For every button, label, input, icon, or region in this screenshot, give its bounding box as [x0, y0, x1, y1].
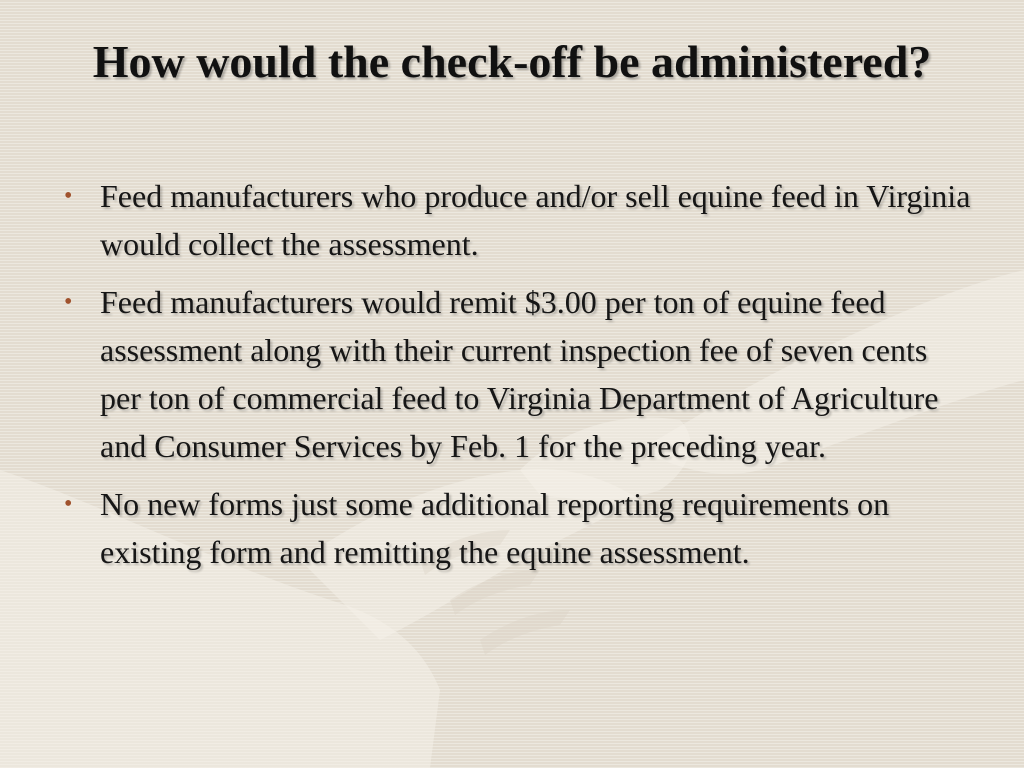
- bullet-item-forms: [62, 480, 972, 576]
- bullet-icon: •: [64, 491, 73, 517]
- bullet-item-remit: [62, 278, 972, 470]
- bullet-list: [62, 172, 972, 586]
- bullet-item-collect: [62, 172, 972, 268]
- bullet-text: Feed manufacturers would remit $3.00 per ton of equine feed assessment along with their current inspection fee of seven cents per ton of commercial feed to Virginia Department of Agriculture and Consumer Services by Feb. 1 for the preceding year.: [100, 284, 939, 464]
- bullet-text: No new forms just some additional reporting requirements on existing form and remitting the equine assessment.: [100, 486, 890, 570]
- bullet-text: Feed manufacturers who produce and/or sell equine feed in Virginia would collect the assessment.: [100, 178, 971, 262]
- bullet-icon: •: [64, 183, 73, 209]
- slide-title: How would the check-off be administered?: [92, 36, 932, 87]
- bullet-icon: •: [64, 289, 73, 315]
